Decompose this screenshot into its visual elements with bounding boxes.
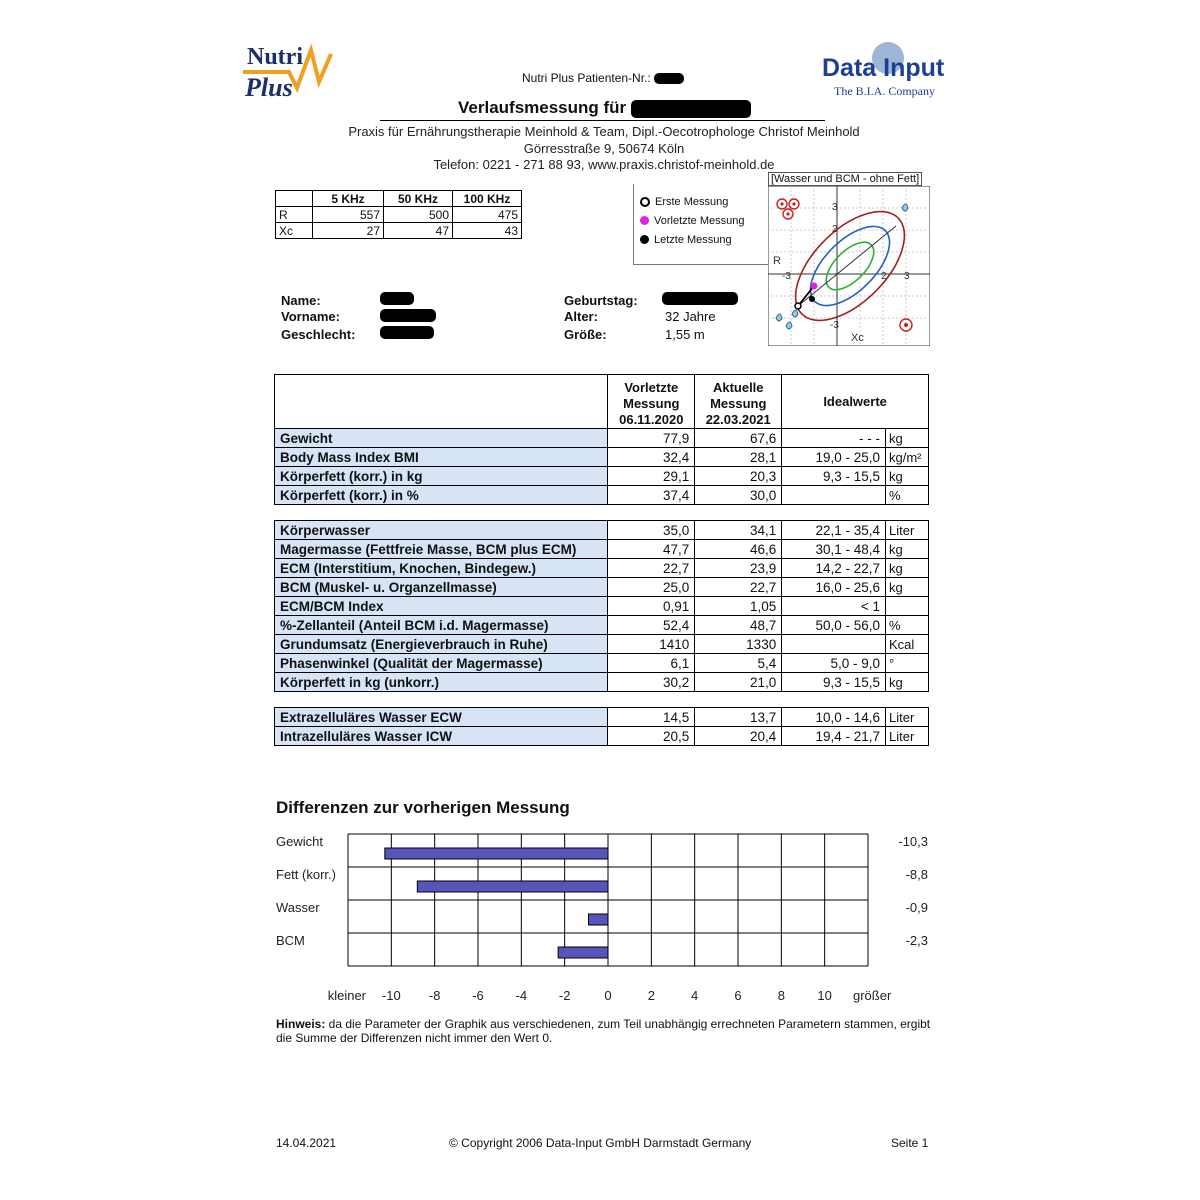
header-corner <box>275 375 608 429</box>
impedance-header-row <box>276 191 522 207</box>
title-text: Verlaufsmessung für <box>458 98 627 117</box>
curr-value: 30,0 <box>695 486 782 505</box>
prev-value: 47,7 <box>608 540 695 559</box>
alter-label: Alter: <box>564 309 598 324</box>
data-input-logo <box>820 40 960 100</box>
impedance-row <box>276 223 522 239</box>
table-row <box>275 654 929 673</box>
unit: kg <box>885 673 928 692</box>
rxc-tick: 2 <box>881 271 887 282</box>
address-line-1: Praxis für Ernährungstherapie Meinhold & Team, Dipl.-Oecotrophologe Christof Meinhold <box>348 124 860 139</box>
table-row <box>275 635 929 654</box>
impedance-cell: 27 <box>313 223 384 239</box>
prev-value: 29,1 <box>608 467 695 486</box>
patient-number <box>522 71 684 85</box>
header-curr-date: 22.03.2021 <box>705 412 771 427</box>
impedance-cell: 500 <box>384 207 453 223</box>
unit: kg <box>885 578 928 597</box>
x-tick-label: -8 <box>428 988 441 1003</box>
footer-page-number: Seite 1 <box>891 1136 929 1150</box>
prev-value: 30,2 <box>608 673 695 692</box>
prev-value: 1410 <box>608 635 695 654</box>
table-row <box>275 597 929 616</box>
impedance-col: 100 KHz <box>453 191 522 207</box>
ideal-value: 30,1 - 48,4 <box>782 540 886 559</box>
curr-value: 28,1 <box>695 448 782 467</box>
value-label: -10,3 <box>898 834 928 849</box>
unit: ° <box>885 654 928 673</box>
unit <box>885 597 928 616</box>
diff-chart-title: Differenzen zur vorherigen Messung <box>276 798 570 817</box>
table-group-gap <box>275 692 929 708</box>
unit: % <box>885 486 928 505</box>
ideal-value: 19,4 - 21,7 <box>782 727 886 746</box>
ideal-value: 5,0 - 9,0 <box>782 654 886 673</box>
prev-value: 37,4 <box>608 486 695 505</box>
logo-nutri-text: Nutri <box>247 44 303 70</box>
measurement-table <box>274 374 929 746</box>
prev-value: 32,4 <box>608 448 695 467</box>
row-label: Extrazelluläres Wasser ECW <box>275 708 608 727</box>
table-row <box>275 429 929 448</box>
redacted-geburtstag <box>662 292 738 305</box>
ideal-value: < 1 <box>782 597 886 616</box>
prev-value: 25,0 <box>608 578 695 597</box>
curr-value: 46,6 <box>695 540 782 559</box>
name-label: Name: <box>281 293 321 308</box>
rxc-axis-r: R <box>773 255 781 267</box>
table-row <box>275 467 929 486</box>
header-curr-line: Messung <box>710 396 767 411</box>
table-row <box>275 616 929 635</box>
table-row <box>275 727 929 746</box>
header-curr <box>695 375 782 429</box>
gap-cell <box>275 505 929 521</box>
ideal-value: 19,0 - 25,0 <box>782 448 886 467</box>
diff-bar <box>558 947 608 958</box>
footer-copyright: © Copyright 2006 Data-Input GmbH Darmstadt Germany <box>449 1136 752 1150</box>
x-tick-label: 0 <box>604 988 612 1003</box>
table-header-row <box>275 375 929 429</box>
unit: kg <box>885 429 928 448</box>
note-label: Hinweis: <box>276 1017 326 1031</box>
table-row <box>275 559 929 578</box>
ideal-value: 50,0 - 56,0 <box>782 616 886 635</box>
impedance-row <box>276 207 522 223</box>
row-label: %-Zellanteil (Anteil BCM i.d. Magermasse) <box>275 616 608 635</box>
prev-value: 20,5 <box>608 727 695 746</box>
header-prev-date: 06.11.2020 <box>619 412 684 427</box>
category-label: Wasser <box>276 900 320 915</box>
row-label: Körperwasser <box>275 521 608 540</box>
impedance-cell: 47 <box>384 223 453 239</box>
header-prev-line: Messung <box>623 396 680 411</box>
diff-bar <box>589 914 609 925</box>
unit: kg <box>885 540 928 559</box>
prev-value: 52,4 <box>608 616 695 635</box>
impedance-row-label: R <box>276 207 313 223</box>
diff-chart <box>270 826 940 1006</box>
last-measurement-icon <box>640 235 649 244</box>
ideal-value: 10,0 - 14,6 <box>782 708 886 727</box>
redacted-patient-name <box>631 100 751 118</box>
row-label: Gewicht <box>275 429 608 448</box>
curr-value: 1330 <box>695 635 782 654</box>
row-label: Body Mass Index BMI <box>275 448 608 467</box>
gap-cell <box>275 692 929 708</box>
redacted-geschlecht <box>380 326 434 339</box>
category-label: Gewicht <box>276 834 323 849</box>
unit: Liter <box>885 708 928 727</box>
table-row <box>275 673 929 692</box>
unit: kg/m² <box>885 448 928 467</box>
ideal-value: 22,1 - 35,4 <box>782 521 886 540</box>
row-label: ECM (Interstitium, Knochen, Bindegew.) <box>275 559 608 578</box>
impedance-cell: 475 <box>453 207 522 223</box>
curr-value: 67,6 <box>695 429 782 448</box>
row-label: Intrazelluläres Wasser ICW <box>275 727 608 746</box>
category-label: BCM <box>276 933 305 948</box>
graph-legend <box>633 184 768 265</box>
row-label: Magermasse (Fettfreie Masse, BCM plus ECM) <box>275 540 608 559</box>
ideal-value: 9,3 - 15,5 <box>782 467 886 486</box>
unit: kg <box>885 559 928 578</box>
measurement-table-body <box>275 429 929 746</box>
note-text: da die Parameter der Graphik aus verschiedenen, zum Teil unabhängig errechneten Parametern stammen, ergibt die Summe der Differenzen nicht immer den Wert 0. <box>276 1017 931 1045</box>
prev-value: 77,9 <box>608 429 695 448</box>
logo-plus-text: Plus <box>245 73 293 102</box>
impedance-col: 50 KHz <box>384 191 453 207</box>
page-title <box>380 98 825 121</box>
row-label: ECM/BCM Index <box>275 597 608 616</box>
rxc-graph <box>768 186 930 346</box>
alter-value: 32 Jahre <box>665 309 716 324</box>
row-label: Grundumsatz (Energieverbrauch in Ruhe) <box>275 635 608 654</box>
rxc-last-point <box>809 296 815 302</box>
note <box>276 1017 936 1045</box>
geburtstag-label: Geburtstag: <box>564 293 638 308</box>
rxc-previous-point <box>811 283 818 290</box>
legend-item <box>634 230 768 249</box>
table-row <box>275 448 929 467</box>
ideal-value: 9,3 - 15,5 <box>782 673 886 692</box>
diff-bar <box>385 848 608 859</box>
table-row <box>275 578 929 597</box>
row-label: Phasenwinkel (Qualität der Magermasse) <box>275 654 608 673</box>
rxc-tick: 2 <box>832 224 838 235</box>
geschlecht-label: Geschlecht: <box>281 327 356 342</box>
curr-value: 13,7 <box>695 708 782 727</box>
curr-value: 22,7 <box>695 578 782 597</box>
prev-value: 22,7 <box>608 559 695 578</box>
address-line-3: Telefon: 0221 - 271 88 93, www.praxis.christof-meinhold.de <box>433 157 775 172</box>
header-prev <box>608 375 695 429</box>
previous-measurement-icon <box>640 216 649 225</box>
legend-label: Letzte Messung <box>654 233 732 246</box>
legend-item <box>634 211 768 230</box>
x-tick-label: 2 <box>647 988 655 1003</box>
header-ideal: Idealwerte <box>782 375 929 429</box>
x-tick-label: -4 <box>515 988 528 1003</box>
rxc-axis-xc: Xc <box>851 332 864 344</box>
axis-right-label: größer <box>853 988 892 1003</box>
logo-company-text: The B.I.A. Company <box>834 84 935 98</box>
rxc-first-point <box>795 303 801 309</box>
prev-value: 6,1 <box>608 654 695 673</box>
ideal-value: 16,0 - 25,6 <box>782 578 886 597</box>
unit: kg <box>885 467 928 486</box>
impedance-table <box>275 190 522 239</box>
ideal-value: 14,2 - 22,7 <box>782 559 886 578</box>
curr-value: 21,0 <box>695 673 782 692</box>
row-label: Körperfett (korr.) in % <box>275 486 608 505</box>
x-tick-label: -10 <box>381 988 401 1003</box>
curr-value: 48,7 <box>695 616 782 635</box>
curr-value: 34,1 <box>695 521 782 540</box>
table-row <box>275 486 929 505</box>
axis-left-label: kleiner <box>327 988 366 1003</box>
prev-value: 14,5 <box>608 708 695 727</box>
rxc-tick: -3 <box>830 320 839 331</box>
graph-title: [Wasser und BCM - ohne Fett] <box>768 172 922 186</box>
impedance-cell: 557 <box>313 207 384 223</box>
vorname-label: Vorname: <box>281 309 340 324</box>
row-label: BCM (Muskel- u. Organzellmasse) <box>275 578 608 597</box>
unit: Liter <box>885 727 928 746</box>
curr-value: 20,3 <box>695 467 782 486</box>
footer-date: 14.04.2021 <box>276 1136 337 1150</box>
patient-number-label: Nutri Plus Patienten-Nr.: <box>522 71 651 85</box>
curr-value: 1,05 <box>695 597 782 616</box>
ideal-value: - - - <box>782 429 886 448</box>
x-tick-label: 4 <box>691 988 699 1003</box>
rxc-tick: 3 <box>904 271 910 282</box>
unit: Liter <box>885 521 928 540</box>
curr-value: 20,4 <box>695 727 782 746</box>
impedance-cell: 43 <box>453 223 522 239</box>
value-label: -8,8 <box>905 867 928 882</box>
unit: Kcal <box>885 635 928 654</box>
prev-value: 0,91 <box>608 597 695 616</box>
x-tick-label: 10 <box>817 988 832 1003</box>
legend-label: Vorletzte Messung <box>654 214 745 227</box>
curr-value: 5,4 <box>695 654 782 673</box>
x-tick-label: -6 <box>472 988 484 1003</box>
diff-bar <box>417 881 608 892</box>
logo-data-input-text: Data Input <box>822 54 945 82</box>
redacted-name <box>380 292 414 305</box>
x-tick-label: -2 <box>558 988 571 1003</box>
value-label: -0,9 <box>905 900 928 915</box>
redacted-vorname <box>380 309 436 322</box>
row-label: Körperfett in kg (unkorr.) <box>275 673 608 692</box>
table-row <box>275 708 929 727</box>
table-row <box>275 540 929 559</box>
redacted-patient-number <box>654 73 684 84</box>
header-curr-line: Aktuelle <box>712 380 764 395</box>
x-tick-label: 8 <box>777 988 785 1003</box>
header-prev-line: Vorletzte <box>624 380 679 395</box>
ideal-value <box>782 486 886 505</box>
unit: % <box>885 616 928 635</box>
groesse-value: 1,55 m <box>665 327 705 342</box>
nutri-plus-logo <box>243 40 335 104</box>
groesse-label: Größe: <box>564 327 607 342</box>
curr-value: 23,9 <box>695 559 782 578</box>
row-label: Körperfett (korr.) in kg <box>275 467 608 486</box>
category-label: Fett (korr.) <box>276 867 336 882</box>
table-row <box>275 521 929 540</box>
rxc-tick: -3 <box>782 271 791 282</box>
prev-value: 35,0 <box>608 521 695 540</box>
legend-label: Erste Messung <box>655 195 729 208</box>
x-tick-label: 6 <box>734 988 742 1003</box>
impedance-col: 5 KHz <box>313 191 384 207</box>
impedance-row-label: Xc <box>276 223 313 239</box>
ideal-value <box>782 635 886 654</box>
impedance-corner <box>276 191 313 207</box>
value-label: -2,3 <box>905 933 928 948</box>
address-line-2: Görresstraße 9, 50674 Köln <box>523 141 685 156</box>
rxc-tick: 3 <box>832 202 838 213</box>
legend-item <box>634 192 768 211</box>
table-group-gap <box>275 505 929 521</box>
first-measurement-icon <box>640 197 650 207</box>
